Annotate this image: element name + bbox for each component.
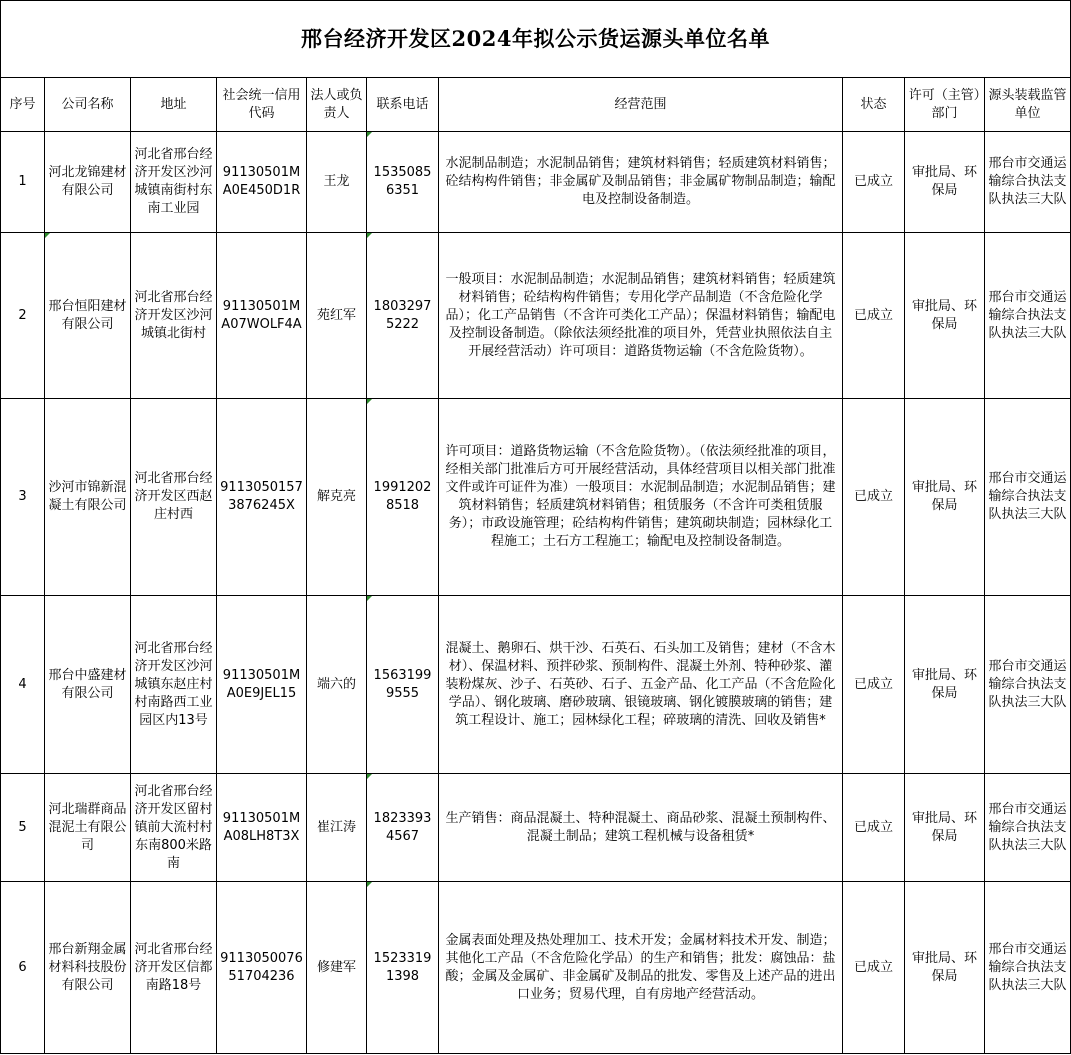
- row-supervisor: 邢台市交通运输综合执法支队执法三大队: [985, 774, 1071, 882]
- table-row: [1, 774, 1071, 882]
- row-credit-code: 91130501MA0E9JEL15: [217, 596, 307, 774]
- row-dept: 审批局、环保局: [905, 399, 985, 596]
- row-credit-code: 91130501MA07WOLF4A: [217, 233, 307, 399]
- row-scope: 许可项目：道路货物运输（不含危险货物）。（依法须经批准的项目，经相关部门批准后方可开展经营活动，具体经营项目以相关部门批准文件或许可证件为准）一般项目：水泥制品制造；水泥制品销售；建筑材料销售；轻质建筑材料销售；租赁服务（不含许可类租赁服务）；市政设施管理；砼结构构件销售；建筑砌块制造；园林绿化工程施工；土石方工程施工；输配电及控制设备制造。: [439, 399, 843, 596]
- row-dept: 审批局、环保局: [905, 233, 985, 399]
- header-address: 地址: [131, 78, 217, 132]
- row-status: 已成立: [843, 596, 905, 774]
- row-status: 已成立: [843, 882, 905, 1054]
- row-person: 崔江涛: [307, 774, 367, 882]
- row-supervisor: 邢台市交通运输综合执法支队执法三大队: [985, 882, 1071, 1054]
- header-phone: 联系电话: [367, 78, 439, 132]
- header-row: [1, 78, 1071, 132]
- row-scope: 水泥制品制造；水泥制品销售；建筑材料销售；轻质建筑材料销售；砼结构构件销售；非金属矿及制品销售；非金属矿物制品制造；输配电及控制设备制造。: [439, 132, 843, 233]
- row-dept: 审批局、环保局: [905, 774, 985, 882]
- row-person: 王龙: [307, 132, 367, 233]
- row-scope: 金属表面处理及热处理加工、技术开发；金属材料技术开发、制造；其他化工产品（不含危险化学品）的生产和销售；批发：腐蚀品：盐酸；金属及金属矿、非金属矿及制品的批发、零售及上述产品的进出口业务；贸易代理，自有房地产经营活动。: [439, 882, 843, 1054]
- row-no: 2: [1, 233, 45, 399]
- row-no: 3: [1, 399, 45, 596]
- row-dept: 审批局、环保局: [905, 132, 985, 233]
- row-scope: 混凝土、鹅卵石、烘干沙、石英石、石头加工及销售；建材（不含木材）、保温材料、预拌砂浆、预制构件、混凝土外剂、特种砂浆、灌装粉煤灰、沙子、石英砂、石子、五金产品、化工产品（不含危险化学品）、钢化玻璃、磨砂玻璃、银镜玻璃、钢化镀膜玻璃的销售；建筑工程设计、施工；园林绿化工程；碎玻璃的清洗、回收及销售*: [439, 596, 843, 774]
- row-scope: 一般项目：水泥制品制造；水泥制品销售；建筑材料销售；轻质建筑材料销售；砼结构构件销售；专用化学产品制造（不含危险化学品）；化工产品销售（不含许可类化工产品）；保温材料销售；输配电及控制设备制造。（除依法须经批准的项目外，凭营业执照依法自主开展经营活动）许可项目：道路货物运输（不含危险货物）。: [439, 233, 843, 399]
- row-phone: 19912028518: [367, 399, 439, 596]
- row-no: 1: [1, 132, 45, 233]
- row-dept: 审批局、环保局: [905, 882, 985, 1054]
- row-credit-code: 91130501MA08LH8T3X: [217, 774, 307, 882]
- row-phone: 15631999555: [367, 596, 439, 774]
- table-title: 邢台经济开发区2024年拟公示货运源头单位名单: [1, 1, 1071, 78]
- row-address: 河北省邢台经济开发区沙河城镇北街村: [131, 233, 217, 399]
- row-status: 已成立: [843, 233, 905, 399]
- row-person: 端六的: [307, 596, 367, 774]
- row-no: 4: [1, 596, 45, 774]
- row-phone: 15233191398: [367, 882, 439, 1054]
- row-phone: 18233934567: [367, 774, 439, 882]
- header-scope: 经营范围: [439, 78, 843, 132]
- header-dept: 许可（主管）部门: [905, 78, 985, 132]
- header-no: 序号: [1, 78, 45, 132]
- table-row: [1, 882, 1071, 1054]
- row-address: 河北省邢台经济开发区信都南路18号: [131, 882, 217, 1054]
- row-credit-code: 91130501MA0E450D1R: [217, 132, 307, 233]
- row-address: 河北省邢台经济开发区沙河城镇东赵庄村村南路西工业园区内13号: [131, 596, 217, 774]
- row-supervisor: 邢台市交通运输综合执法支队执法三大队: [985, 233, 1071, 399]
- row-supervisor: 邢台市交通运输综合执法支队执法三大队: [985, 132, 1071, 233]
- row-address: 河北省邢台经济开发区沙河城镇南街村东南工业园: [131, 132, 217, 233]
- row-no: 5: [1, 774, 45, 882]
- row-company: 沙河市锦新混凝土有限公司: [45, 399, 131, 596]
- row-status: 已成立: [843, 399, 905, 596]
- row-person: 苑红军: [307, 233, 367, 399]
- row-supervisor: 邢台市交通运输综合执法支队执法三大队: [985, 596, 1071, 774]
- row-address: 河北省邢台经济开发区留村镇前大流村村东南800米路南: [131, 774, 217, 882]
- row-no: 6: [1, 882, 45, 1054]
- header-person: 法人或负责人: [307, 78, 367, 132]
- header-company: 公司名称: [45, 78, 131, 132]
- row-address: 河北省邢台经济开发区西赵庄村西: [131, 399, 217, 596]
- header-supervisor: 源头装载监管单位: [985, 78, 1071, 132]
- row-status: 已成立: [843, 132, 905, 233]
- row-company: 邢台新翔金属材料科技股份有限公司: [45, 882, 131, 1054]
- row-phone: 18032975222: [367, 233, 439, 399]
- row-credit-code: 91130500765170423​6: [217, 882, 307, 1054]
- row-supervisor: 邢台市交通运输综合执法支队执法三大队: [985, 399, 1071, 596]
- header-credit-code: 社会统一信用代码: [217, 78, 307, 132]
- header-status: 状态: [843, 78, 905, 132]
- row-credit-code: 91130501573876245X: [217, 399, 307, 596]
- row-company: 邢台中盛建材有限公司: [45, 596, 131, 774]
- row-company: 河北龙锦建材有限公司: [45, 132, 131, 233]
- row-status: 已成立: [843, 774, 905, 882]
- table-row: [1, 132, 1071, 233]
- table-row: [1, 399, 1071, 596]
- row-phone: 15350856351: [367, 132, 439, 233]
- row-person: 修建军: [307, 882, 367, 1054]
- row-dept: 审批局、环保局: [905, 596, 985, 774]
- row-company: 河北瑞群商品混泥土有限公司: [45, 774, 131, 882]
- table-row: [1, 233, 1071, 399]
- table-row: [1, 596, 1071, 774]
- row-scope: 生产销售：商品混凝土、特种混凝土、商品砂浆、混凝土预制构件、混凝土制品；建筑工程机械与设备租赁*: [439, 774, 843, 882]
- row-person: 解克亮: [307, 399, 367, 596]
- row-company: 邢台恒阳建材有限公司: [45, 233, 131, 399]
